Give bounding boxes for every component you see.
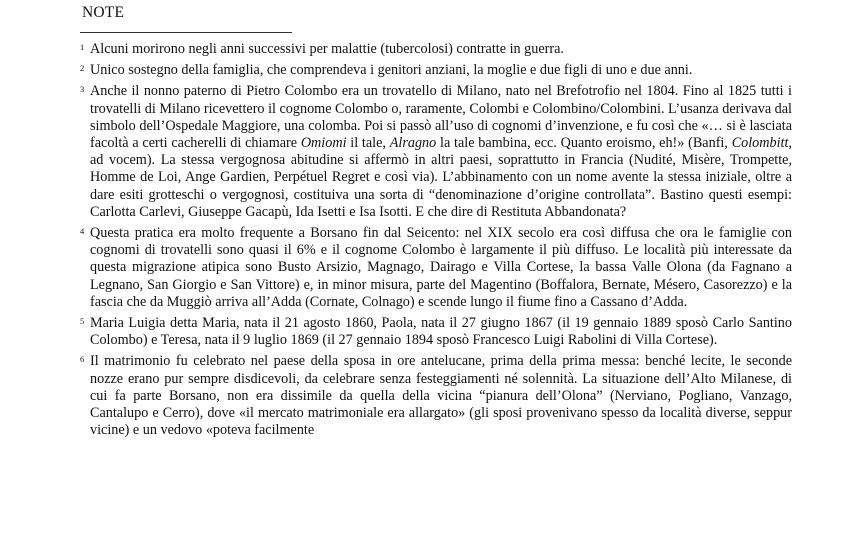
note-number: 1 <box>80 42 85 52</box>
note-number: 2 <box>80 63 85 74</box>
note-6 <box>80 353 792 439</box>
note-number: 6 <box>80 354 85 365</box>
note-text-italic: Omiomi <box>300 135 347 152</box>
note-number: 4 <box>80 226 85 237</box>
notes-heading: NOTE <box>82 4 125 21</box>
notes-list <box>80 41 792 443</box>
note-text <box>90 83 792 221</box>
note-text-segment: Alcuni morirono negli anni successivi per malattie (tubercolosi) contratte in guerra. <box>90 41 564 57</box>
note-text-segment: , ad vocem). La stessa vergognosa abitudine si affermò in altri paesi, soprattutto in Francia (Nudité, Misère, Trompette, Homme de Loi, Ange Gardien, Perpétuel Regret e così via). L’abbinamento con un nome avente la stessa iniziale, oltre a dare esiti grotteschi o vergognosi, costituiva una sorta di “denominazione d’origine controllata”. Bastino questi esempi: Carlotta Carlevi, Giuseppe Gacapù, Ida Isetti e Isa Isotti. E che dire di Restituta Abbandonata? <box>90 135 792 220</box>
note-text-segment: il tale, <box>346 135 390 152</box>
note-text-segment: la tale bambina, ecc. Quanto eroismo, eh!» (Banfi, <box>436 135 732 152</box>
note-text <box>90 62 792 79</box>
note-text-segment: Il matrimonio fu celebrato nel paese della sposa in ore antelucane, prima della prima messa: benché lecite, le seconde nozze erano pur sempre disdicevoli, da celebrare senza festeggiamenti né solennità. La situazione dell’Alto Milanese, di cui fa parte Borsano, non era dissimile da quella della vicina “pianura dell’Olona” (Nerviano, Pogliano, Vanzago, Cantalupo e Cerro), dove «il mercato matrimoniale era allargato» (gli sposi provenivano spesso da località diverse, seppur vicine) e un vedovo «poteva facilmente <box>90 353 792 439</box>
note-5 <box>80 315 792 349</box>
footnote-separator-rule <box>80 32 292 33</box>
note-text <box>90 315 792 349</box>
note-text-segment: Questa pratica era molto frequente a Borsano fin dal Seicento: nel XIX secolo era così diffusa che ora le famiglie con cognomi di trovatelli sono quasi il 6% e il cognome Colombo è largamente il più diffuso. Le località più interessate da questa migrazione atipica sono Busto Arsizio, Magnago, Dairago e Villa Cortese, la bassa Valle Olona (da Fagnano a Legnano, San Giorgio e San Vittore) e, in minor misura, parte del Magentino (Boffalora, Bernate, Mésero, Casorezzo) e la fascia che da Muggiò arriva all’Adda (Cornate, Colnago) e scende lungo il fiume fino a Cassano d’Adda. <box>90 225 792 310</box>
note-text <box>90 41 792 58</box>
note-1 <box>80 41 792 58</box>
note-text <box>90 225 792 311</box>
note-text-segment: Maria Luigia detta Maria, nata il 21 agosto 1860, Paola, nata il 27 giugno 1867 (il 19 gennaio 1889 sposò Carlo Santino Colombo) e Teresa, nata il 9 luglio 1869 (il 27 gennaio 1894 sposò Francesco Luigi Rabolini di Villa Cortese). <box>90 315 792 349</box>
note-number: 5 <box>80 316 85 327</box>
note-text-italic: Colombitt <box>731 135 789 152</box>
note-number: 3 <box>80 84 85 95</box>
note-text-italic: Alragno <box>389 135 437 152</box>
note-3 <box>80 83 792 221</box>
note-2 <box>80 62 792 79</box>
note-4 <box>80 225 792 311</box>
note-text-segment: Unico sostegno della famiglia, che comprendeva i genitori anziani, la moglie e due figli di uno e due anni. <box>90 62 693 79</box>
note-text <box>90 353 792 439</box>
note-text-segment: Anche il nonno paterno di Pietro Colombo era un trovatello di Milano, nato nel Brefotrofio nel 1804. Fino al 1825 tutti i trovatelli di Milano ricevettero il cognome Colombo o, raramente, Colombi e Colombino/Colombini. L’usanza derivava dal simbolo dell’Ospedale Maggiore, una colomba. Poi si passò all’uso di cognomi d’invenzione, e fu così che «… si è lasciata facoltà a certi cacherelli di chiamare <box>90 83 792 152</box>
